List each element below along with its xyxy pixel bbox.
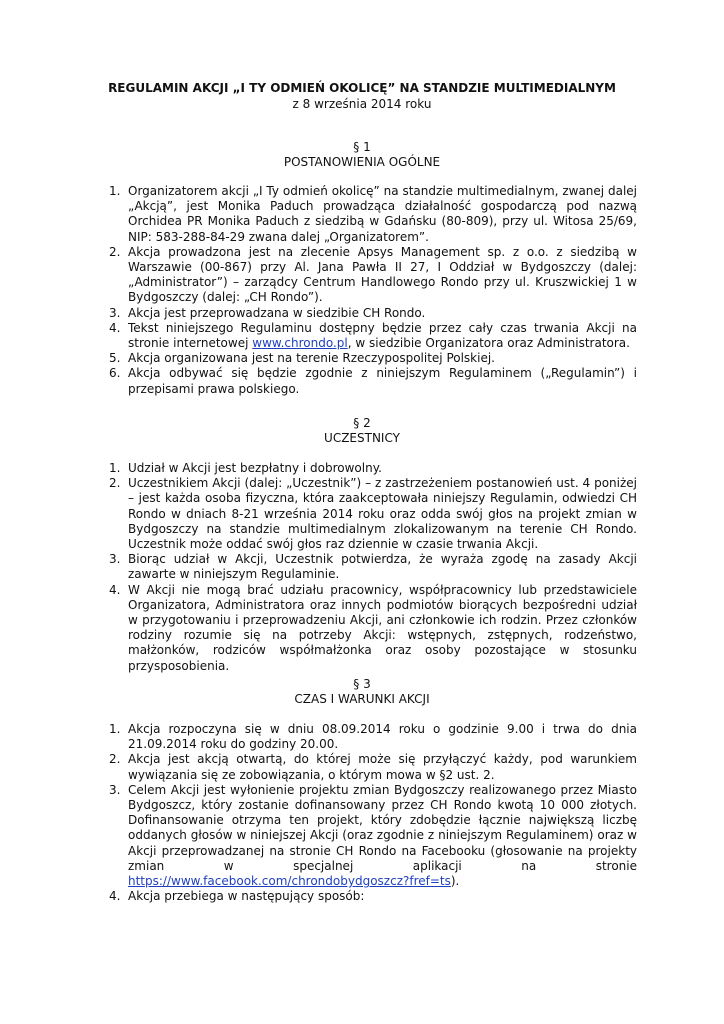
item-number: 1. xyxy=(109,722,121,736)
item-number: 3. xyxy=(109,305,121,320)
item-number: 4. xyxy=(109,889,121,904)
section-1-list xyxy=(103,184,637,397)
list-item xyxy=(103,583,637,674)
section-3-list xyxy=(103,722,637,904)
item-text: W Akcji nie mogą brać udziału pracownicy, współpracownicy lub przedstawiciele Organizatora, Administratora oraz innych podmiotów biorących bezpośredni udział w przygotowaniu i przeprowadzeniu Akcji, ani członkowie ich rodzin. Przez członków rodziny rozumie się na potrzeby Akcji: wstępnych, zstępnych, rodzeństwo, małżonków, rodziców współmałżonka oraz osoby pozostające w stosunku przysposobienia. xyxy=(128,582,637,673)
item-number: 2. xyxy=(109,752,121,767)
document-title: REGULAMIN AKCJI „I TY ODMIEŃ OKOLICĘ” NA STANDZIE MULTIMEDIALNYM xyxy=(108,81,616,95)
item-text: Akcja jest przeprowadzana w siedzibie CH Rondo. xyxy=(128,305,426,320)
item-text: Akcja rozpoczyna się w dniu 08.09.2014 roku o godzinie 9.00 i trwa do dnia 21.09.2014 roku do godziny 20.00. xyxy=(128,722,637,752)
chrondo-website-link[interactable]: www.chrondo.pl xyxy=(252,336,348,351)
item-text: Tekst niniejszego Regulaminu dostępny będzie przez cały czas trwania Akcji na stronie internetowej xyxy=(128,320,637,351)
list-item xyxy=(103,752,637,782)
section-3-title: CZAS I WARUNKI AKCJI xyxy=(294,692,430,706)
item-text: Uczestnikiem Akcji (dalej: „Uczestnik”) – z zastrzeżeniem postanowień ust. 4 poniżej – jest każda osoba fizyczna, która zaakceptowała niniejszy Regulamin, odwiedzi CH Rondo w dniach 8-21 września 2014 roku oraz odda swój głos na projekt zmian w Bydgoszczy na standzie multimedialnym zlokalizowanym na terenie CH Rondo. Uczestnik może oddać swój głos raz dziennie w czasie trwania Akcji. xyxy=(128,476,637,552)
item-text: Akcja organizowana jest na terenie Rzeczypospolitej Polskiej. xyxy=(128,351,495,366)
item-text: Akcja przebiega w następujący sposób: xyxy=(128,889,365,904)
list-item xyxy=(103,245,637,306)
item-text: Biorąc udział w Akcji, Uczestnik potwierdza, że wyraża zgodę na zasady Akcji zawarte w niniejszym Regulaminie. xyxy=(128,552,637,582)
item-number: 3. xyxy=(109,552,121,567)
section-3-number: § 3 xyxy=(353,677,371,691)
document-subtitle: z 8 września 2014 roku xyxy=(292,97,432,111)
item-number: 3. xyxy=(109,782,121,797)
item-text: Organizatorem akcji „I Ty odmień okolicę” na standzie multimedialnym, zwanej dalej „Akcją”, jest Monika Paduch prowadząca działalność gospodarczą pod nazwą Orchidea PR Monika Paduch z siedzibą w Gdańsku (80-809), przy ul. Witosa 25/69, NIP: 583-288-84-29 zwana dalej „Organizatorem”. xyxy=(128,184,637,244)
item-text: Akcja jest akcją otwartą, do której może się przyłączyć każdy, pod warunkiem wywiązania się ze zobowiązania, o którym mowa w §2 ust. 2. xyxy=(128,752,637,782)
list-item xyxy=(103,889,637,904)
item-number: 6. xyxy=(109,366,121,381)
list-item xyxy=(103,306,637,321)
section-1-number: § 1 xyxy=(353,140,371,154)
item-text: ). xyxy=(450,874,460,889)
list-item xyxy=(103,321,637,351)
item-text: , w siedzibie Organizatora oraz Administratora. xyxy=(347,336,630,351)
item-number: 4. xyxy=(109,320,121,335)
list-item xyxy=(103,184,637,245)
list-item xyxy=(103,783,637,889)
item-text: Akcja prowadzona jest na zlecenie Apsys Management sp. z o.o. z siedzibą w Warszawie (00-867) przy Al. Jana Pawła II 27, I Oddział w Bydgoszczy (dalej: „Administrator”) – zarządcy Centrum Handlowego Rondo przy ul. Kruszwickiej 1 w Bydgoszczy (dalej: „CH Rondo”). xyxy=(128,244,637,305)
list-item xyxy=(103,351,637,366)
list-item xyxy=(103,366,637,396)
item-text: Celem Akcji jest wyłonienie projektu zmian Bydgoszczy realizowanego przez Miasto Bydgoszcz, który zostanie dofinansowany przez CH Rondo kwotą 10 000 złotych. Dofinansowanie otrzyma ten projekt, który zdobędzie łącznie największą liczbę oddanych głosów w niniejszej Akcji (oraz zgodnie z niniejszym Regulaminem) oraz w Akcji przeprowadzanej na stronie CH Rondo na Facebooku (głosowanie na projekty zmian w specjalnej aplikacji na stronie xyxy=(128,782,637,873)
item-number: 2. xyxy=(109,476,121,491)
section-2-list xyxy=(103,461,637,674)
item-number: 5. xyxy=(109,351,121,366)
section-2-number: § 2 xyxy=(353,416,371,430)
list-item xyxy=(103,722,637,752)
list-item xyxy=(103,552,637,582)
list-item xyxy=(103,461,637,476)
section-1-title: POSTANOWIENIA OGÓLNE xyxy=(283,155,441,169)
item-number: 1. xyxy=(109,184,121,198)
item-text: Akcja odbywać się będzie zgodnie z niniejszym Regulaminem („Regulamin”) i przepisami prawa polskiego. xyxy=(128,366,637,396)
item-number: 4. xyxy=(109,582,121,597)
item-number: 1. xyxy=(109,461,121,475)
section-2-title: UCZESTNICY xyxy=(324,431,400,445)
facebook-page-link[interactable]: https://www.facebook.com/chrondobydgoszcz?fref=ts xyxy=(128,874,451,889)
item-text: Udział w Akcji jest bezpłatny i dobrowolny. xyxy=(128,461,382,475)
item-number: 2. xyxy=(109,244,121,259)
list-item xyxy=(103,476,637,552)
